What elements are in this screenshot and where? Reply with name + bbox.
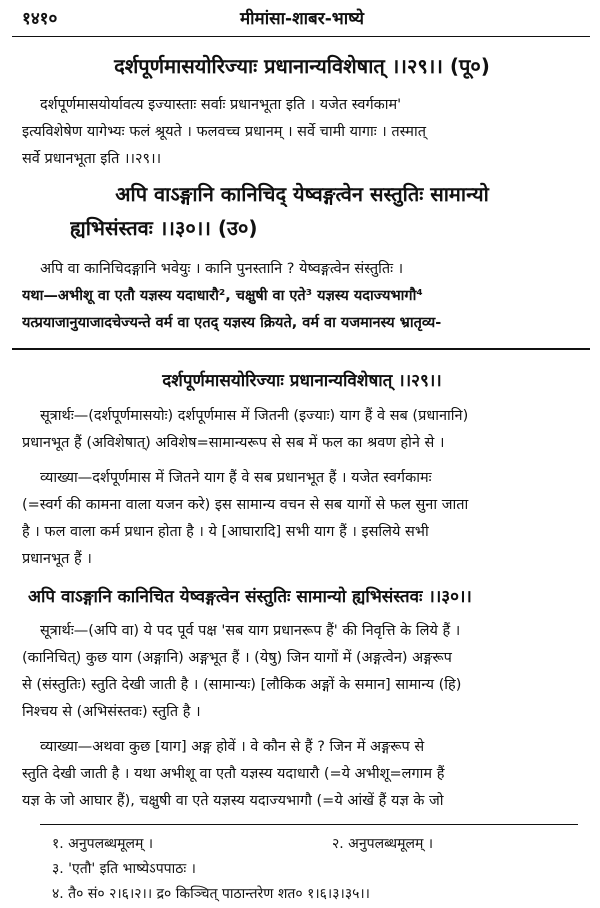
sutra-30-heading-line2: ह्यभिसंस्तवः ।।३०।। (उ०): [70, 216, 258, 240]
sutrartha-29-line: सूत्रार्थः—(दर्शपूर्णमासयोः) दर्शपूर्णमास में जितनी (इज्याः) याग हैं वे सब (प्रधानानि): [40, 408, 469, 424]
vyakhya-30-line: यज्ञ के जो आघार हैं), चक्षुषी वा एते यज्ञस्य यदाज्यभागौ (=ये आंखें हैं यज्ञ के जो: [22, 793, 444, 809]
sutra-30-heading-line1: अपि वाऽङ्गानि कानिचिद् येष्वङ्गत्वेन सस्तुतिः सामान्यो: [115, 182, 489, 206]
bhashya-29-line: दर्शपूर्णमासयोर्यावत्य इज्यास्ताः सर्वाः प्रधानभूता इति । यजेत स्वर्गकाम': [40, 97, 402, 113]
bhashya-29-line: इत्यविशेषेण यागेभ्यः फलं श्रूयते । फलवच्च प्रधानम् । सर्वे चामी यागाः । तस्मात्: [22, 124, 426, 140]
hindi-30-heading: अपि वाऽङ्गानि कानिचित येष्वङ्गत्वेन संस्तुतिः सामान्यो ह्यभिसंस्तवः ।।३०।।: [28, 587, 472, 607]
book-title: मीमांसा-शाबर-भाष्ये: [239, 9, 365, 29]
sutrartha-29-line: प्रधानभूत हैं (अविशेषात्) अविशेष=सामान्यरूप से सब में फल का श्रवण होने से ।: [22, 435, 445, 451]
footnotes-row: [52, 834, 582, 853]
vyakhya-30-line: स्तुति देखी जाती है । यथा अभीशू वा एतौ यज्ञस्य यदाधारौ (=ये अभीशू=लगाम हैं: [22, 766, 445, 782]
sutrartha-30-line: से (संस्तुतिः) स्तुति देखी जाती है । (सामान्यः) [लौकिक अङ्गों के समान] सामान्य (हि): [22, 677, 462, 693]
sutra-29-heading: दर्शपूर्णमासयोरिज्याः प्रधानान्यविशेषात् ।।२९।। (पू०): [114, 54, 490, 78]
vyakhya-30-line: व्याख्या—अथवा कुछ [याग] अङ्ग होवें । वे कौन से हैं ? जिन में अङ्गरूप से: [40, 739, 425, 755]
vyakhya-29-line: (=स्वर्ग की कामना वाला यजन करे) इस सामान्य वचन से सब यागों से फल सुना जाता: [22, 497, 469, 513]
footnote-4: ४. तै० सं० २।६।२।। द्र० किञ्चित् पाठान्तरेण शत० १।६।३।३५।।: [52, 886, 370, 902]
running-header: [22, 4, 582, 34]
footnote-2: २. अनुपलब्धमूलम् ।: [332, 836, 434, 852]
header-rule: [12, 36, 590, 37]
page-number: १४१०: [22, 9, 58, 29]
hindi-29-heading: दर्शपूर्णमासयोरिज्याः प्रधानान्यविशेषात् ।।२९।।: [162, 371, 442, 391]
sutrartha-30-line: सूत्रार्थः—(अपि वा) ये पद पूर्व पक्ष 'सब याग प्रधानरूप हैं' की निवृत्ति के लिये हैं ।: [40, 623, 461, 639]
footnote-rule: [40, 824, 578, 825]
vyakhya-29-line: है । फल वाला कर्म प्रधान होता है । ये [आघारादि] सभी याग हैं । इसलिये सभी: [22, 524, 429, 540]
footnote-3: ३. 'एतौ' इति भाष्येऽपपाठः ।: [52, 861, 196, 877]
vyakhya-29-line: व्याख्या—दर्शपूर्णमास में जितने याग हैं वे सब प्रधानभूत हैं । यजेत स्वर्गकामः: [40, 470, 432, 486]
bhashya-30-line: यथा—अभीशू वा एतौ यज्ञस्य यदाधारौ², चक्षुषी वा एते³ यज्ञस्य यदाज्यभागौ⁴: [22, 288, 423, 304]
bhashya-29-line: सर्वे प्रधानभूता इति ।।२९।।: [22, 151, 162, 167]
sutrartha-30-line: (कानिचित्) कुछ याग (अङ्गानि) अङ्गभूत हैं । (येषु) जिन यागों में (अङ्गत्वेन) अङ्गरूप: [22, 650, 452, 666]
bhashya-30-line: यत्प्रयाजानुयाजादचेज्यन्ते वर्म वा एतद् यज्ञस्य क्रियते, वर्म वा यजमानस्य भ्रातृव्य-: [22, 315, 442, 331]
vyakhya-29-line: प्रधानभूत हैं ।: [22, 551, 92, 567]
bhashya-30-line: अपि वा कानिचिदङ्गानि भवेयुः । कानि पुनस्तानि ? येष्वङ्गत्वेन संस्तुतिः ।: [40, 261, 404, 277]
sutrartha-30-line: निश्चय से (अभिसंस्तवः) स्तुति है ।: [22, 704, 201, 720]
section-divider: [12, 348, 590, 350]
footnote-1: १. अनुपलब्धमूलम् ।: [52, 836, 154, 852]
